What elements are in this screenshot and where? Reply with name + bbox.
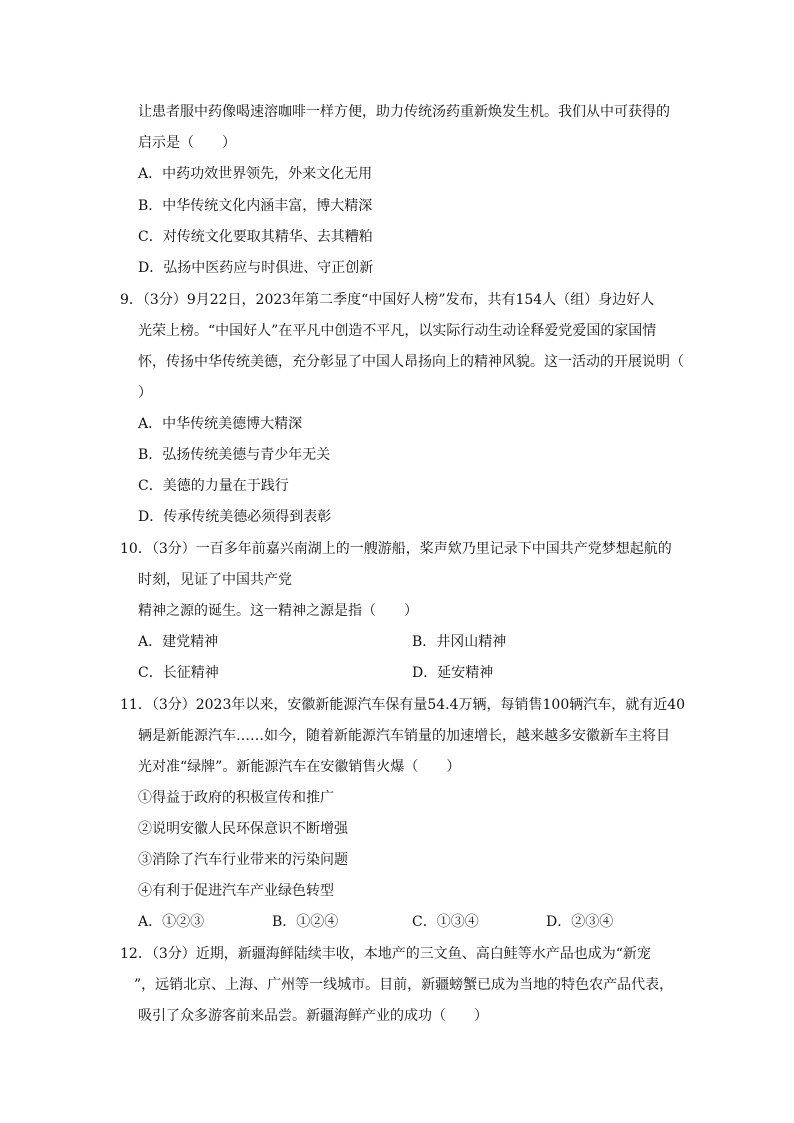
- q8-option-d: D．弘扬中医药应与时俱进、守正创新: [138, 260, 374, 276]
- q9-option-c: C．美德的力量在于践行: [138, 478, 289, 494]
- q11-item-3: ③消除了汽车行业带来的污染问题: [138, 852, 348, 868]
- q10-option-d: D．延安精神: [412, 665, 494, 681]
- q11-stem-line1: 11．（3分）2023年以来，安徽新能源汽车保有量54.4万辆，每销售100辆汽车，就有近40: [120, 697, 686, 713]
- q12-stem-line1: 12．（3分）近期，新疆海鲜陆续丰收，本地产的三文鱼、高白鲑等水产品也成为“新宠: [120, 946, 651, 962]
- q9-stem-line2: 光荣上榜。“中国好人”在平凡中创造不平凡，以实际行动生动诠释爱党爱国的家国情: [138, 323, 657, 339]
- q10-stem-line2: 时刻，见证了中国共产党: [138, 572, 292, 588]
- q8-option-b: B．中华传统文化内涵丰富，博大精深: [138, 198, 373, 214]
- q11-stem-line2: 辆是新能源汽车……如今，随着新能源汽车销量的加速增长，越来越多安徽新车主将目: [138, 728, 670, 744]
- q11-option-b: B．①②④: [272, 914, 339, 930]
- q9-option-a: A．中华传统美德博大精深: [138, 416, 303, 432]
- q9-stem-line1: 9．（3分）9月22日，2023年第二季度“中国好人榜”发布，共有154人（组）身边好人: [120, 292, 655, 308]
- q8-option-c: C．对传统文化要取其精华、去其糟粕: [138, 229, 373, 245]
- q11-option-a: A．①②③: [138, 914, 205, 930]
- q10-option-a: A．建党精神: [138, 634, 219, 650]
- q8-option-a: A．中药功效世界领先，外来文化无用: [138, 166, 373, 182]
- q9-option-b: B．弘扬传统美德与青少年无关: [138, 447, 331, 463]
- q11-item-4: ④有利于促进汽车产业绿色转型: [138, 883, 334, 899]
- q8-stem-line1: 让患者服中药像喝速溶咖啡一样方便，助力传统汤药重新焕发生机。我们从中可获得的: [138, 104, 670, 120]
- q11-option-c: C．①③④: [412, 914, 479, 930]
- q12-stem-line2: ”，远销北京、上海、广州等一线城市。目前，新疆螃蟹已成为当地的特色农产品代表，: [134, 977, 674, 993]
- q10-option-c: C．长征精神: [138, 665, 219, 681]
- q9-stem-line3: 怀，传扬中华传统美德，充分彰显了中国人昂扬向上的精神风貌。这一活动的开展说明（: [138, 354, 684, 370]
- q10-option-b: B．井冈山精神: [412, 634, 507, 650]
- q8-stem-line2: 启示是（ ）: [138, 135, 236, 151]
- q10-stem-line3: 精神之源的诞生。这一精神之源是指（ ）: [138, 603, 418, 619]
- q11-item-1: ①得益于政府的积极宣传和推广: [138, 790, 334, 806]
- q9-option-d: D．传承传统美德必须得到表彰: [138, 509, 332, 525]
- q10-stem-line1: 10．（3分）一百多年前嘉兴南湖上的一艘游船，桨声欸乃里记录下中国共产党梦想起航的: [120, 541, 672, 557]
- q11-option-d: D．②③④: [546, 914, 614, 930]
- q9-stem-line4: ）: [138, 385, 152, 401]
- q12-stem-line3: 吸引了众多游客前来品尝。新疆海鲜产业的成功（ ）: [138, 1008, 488, 1024]
- q11-stem-line3: 光对准“绿牌”。新能源汽车在安徽销售火爆（ ）: [138, 759, 461, 775]
- q11-item-2: ②说明安徽人民环保意识不断增强: [138, 821, 348, 837]
